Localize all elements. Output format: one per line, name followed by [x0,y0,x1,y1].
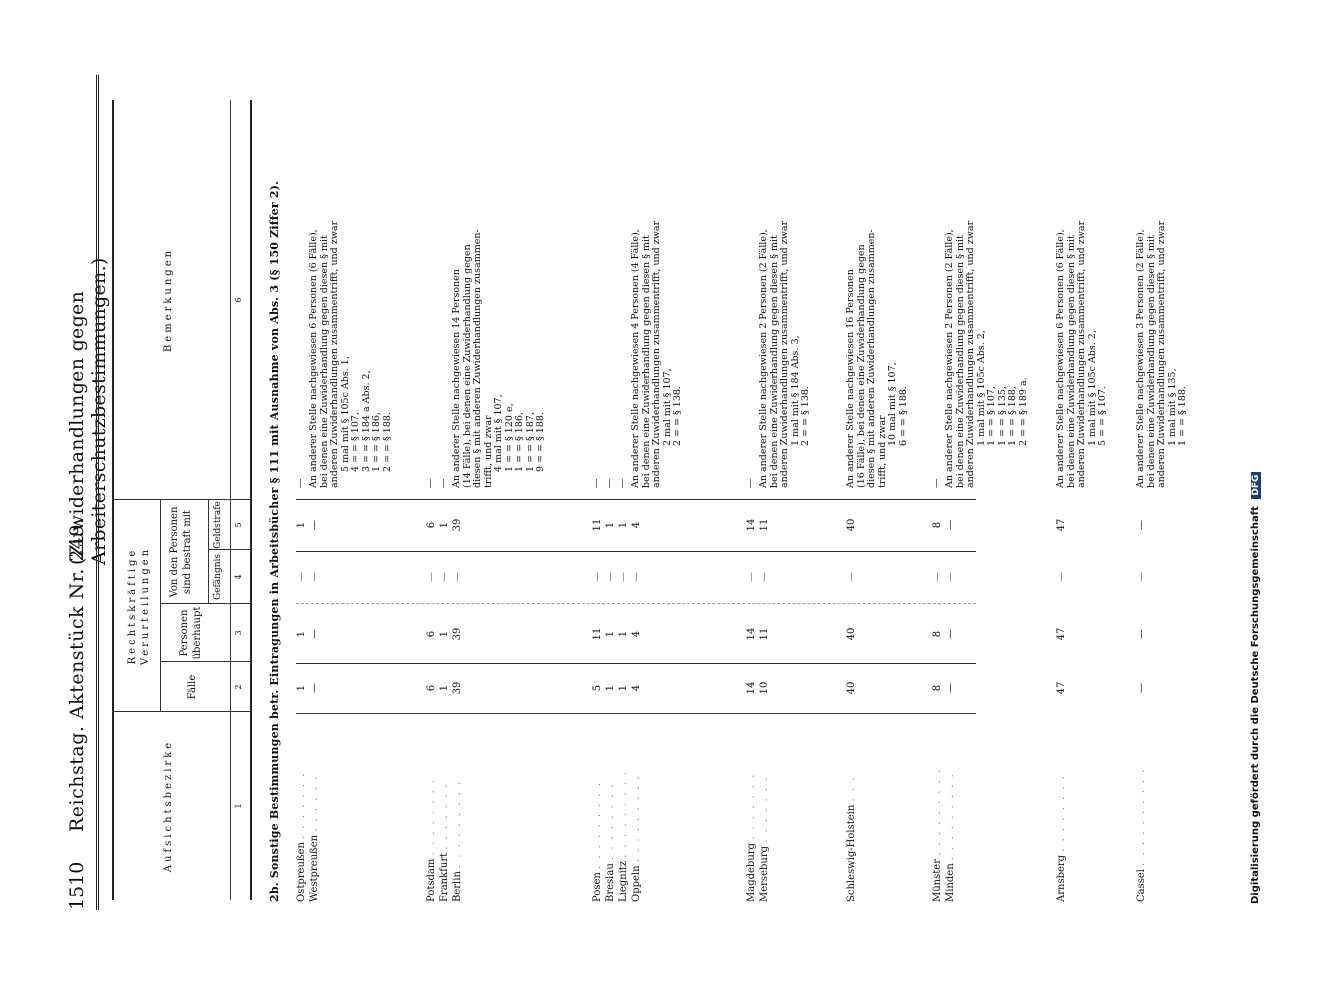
district-name: Münster . . . . . . . . . [932,767,943,902]
cell-remarks [846,98,909,488]
remark-line: 1 mal mit § 105c Abs. 2, [975,330,987,446]
cell-personen: 11 [592,627,603,641]
district-name: Cassel . . . . . . . . . . [1136,767,1147,902]
district-name: Breslau . . . . . . . . [605,782,616,902]
remark-line: 1 = = § 188, [1007,386,1018,446]
cell-faelle: 14 [746,681,757,695]
remark-line: 4 mal mit § 107, [493,394,504,472]
remark-line: An anderer Stelle nachgewiesen 4 Personen (4 Fälle), [630,229,641,488]
remark-line: 5 = = § 107. [1097,386,1108,446]
cell-geldstrafe: 1 [605,521,616,529]
remark-line: anderen Zuwiderhandlungen zusammentrifft, und zwar [1076,220,1087,488]
district-name: Posen . . . . . . . . . [592,780,603,902]
cell-faelle: 1 [439,684,450,692]
cell-personen: 4 [631,630,642,638]
cell-personen: 8 [932,630,943,638]
cell-remarks [631,98,684,488]
remark-line: — [931,478,942,488]
remark-line: An anderer Stelle nachgewiesen 6 Personen (6 Fälle), [308,229,319,488]
cell-personen: 6 [426,630,437,638]
cell-personen: — [1136,629,1147,639]
cell-gefaengnis: — [746,572,757,582]
table-top-rule [112,100,114,900]
district-name: Magdeburg . . . . . . . [746,772,757,902]
district-name: Westpreußen . . . . . . [309,774,320,902]
remark-line: — [745,478,756,488]
remark-line: anderen Zuwiderhandlungen zusammentrifft, und zwar [779,220,790,488]
district-name: Arnsberg . . . . . . . . [1056,774,1067,902]
remark-line: 1 mal mit § 184 Abs. 3, [789,335,801,446]
remark-line: An anderer Stelle nachgewiesen 2 Personen (2 Fälle), [944,229,955,488]
remark-line: — [438,478,449,488]
remark-line: bei denen eine Zuwiderhandlung gegen diesen § mit [954,235,966,488]
table-header [112,100,252,900]
remark-line: bei denen eine Zuwiderhandlung gegen diesen § mit [640,235,652,488]
cell-gefaengnis: — [945,572,956,582]
cell-remarks [618,98,629,488]
cell-gefaengnis: — [846,572,857,582]
cell-gefaengnis: — [932,572,943,582]
cell-geldstrafe: 11 [759,518,770,532]
col-header-aufsichtsbezirke: Aufsichtsbezirke [163,739,174,873]
cell-gefaengnis: — [631,572,642,582]
district-name: Merseburg . . . . . . . [759,775,770,902]
remark-line: anderen Zuwiderhandlungen zusammentrifft, und zwar [329,220,340,488]
section-title: 2b. Sonstige Bestimmungen betr. Eintragungen in Arbeitsbücher § 111 mit Ausnahme von Abs. 3 (§ 150 Ziffer 2). [268,180,281,902]
cell-gefaengnis: — [592,572,603,582]
header-rule [96,75,99,910]
remark-line: 1 = = § 186, [371,412,382,472]
cell-geldstrafe: 6 [426,521,437,529]
cell-personen: 1 [439,630,450,638]
cell-gefaengnis: — [309,572,320,582]
cell-personen: — [309,629,320,639]
col-number: 6 [234,297,243,303]
cell-gefaengnis: — [759,572,770,582]
remark-line: 1 mal mit § 135, [1166,368,1178,446]
col-number: 4 [234,574,243,580]
remark-line: 1 = = § 120 e, [503,403,515,472]
page-number: 1510 [66,861,88,910]
col-header-bemerkungen: Bemerkungen [163,247,174,353]
cell-faelle: 40 [846,681,857,695]
col-header-geldstrafe: Geldstrafe [213,501,223,549]
district-name: Frankfurt . . . . . . . [439,782,450,902]
cell-remarks [452,98,547,488]
document-subtitle: (Zuwiderhandlungen gegen Arbeiterschutzbestimmungen.) [66,257,110,565]
remark-line: 6 = = § 188. [897,386,909,446]
cell-remarks [1056,98,1109,488]
remark-line: bei denen eine Zuwiderhandlung gegen diesen § mit [318,235,330,488]
group-rule [160,500,161,712]
remark-line: — [617,478,628,488]
remark-line: 2 = = § 138. [800,386,811,446]
cell-geldstrafe: — [945,520,956,530]
col-header-gefaengnis: Gefängnis [213,553,223,601]
cell-geldstrafe: 8 [932,521,943,529]
cell-remarks [426,98,437,488]
page-header [62,60,110,910]
cell-personen: 47 [1056,627,1067,641]
cell-personen: 1 [605,630,616,638]
subgroup-rule [208,500,209,604]
cell-remarks [759,98,812,488]
cell-remarks [605,98,616,488]
cell-geldstrafe: 39 [452,518,463,532]
cell-geldstrafe: 4 [631,521,642,529]
cell-personen: 1 [296,630,307,638]
cell-geldstrafe: 11 [592,518,603,532]
cell-remarks [746,98,757,488]
cell-personen: 1 [618,630,629,638]
remark-line: (16 Fälle), bei denen eine Zuwiderhandlung gegen [855,244,867,488]
cell-faelle: 4 [631,684,642,692]
cell-personen: 39 [452,627,463,641]
district-name: Minden . . . . . . . . . [945,772,956,902]
remark-line: trifft, und zwar [482,415,494,488]
remark-line: — [295,478,306,488]
col-header-personen: Personen überhaupt [179,606,203,660]
header-base-rule [230,100,231,900]
cell-remarks [945,98,1029,488]
cell-geldstrafe: 1 [296,521,307,529]
cell-personen: 40 [846,627,857,641]
col-header-group: Rechtskräftige Verurteilungen [127,546,151,666]
remark-line: An anderer Stelle nachgewiesen 14 Personen [451,269,462,488]
remark-line: 2 mal mit § 107, [661,368,673,446]
remark-line: 4 = = § 107, [350,412,361,472]
cell-faelle: 5 [592,684,603,692]
cell-gefaengnis: — [426,572,437,582]
document-title: Reichstag. Aktenstück Nr. 249. [66,517,88,832]
remark-line: trifft, und zwar [876,415,888,488]
remark-line: bei denen eine Zuwiderhandlung gegen diesen § mit [1145,235,1157,488]
remark-line: 10 mal mit § 107, [887,362,898,446]
cell-faelle: 10 [759,681,770,695]
remark-line: 9 = = § 188. [535,412,546,472]
cell-gefaengnis: — [605,572,616,582]
cell-personen: — [945,629,956,639]
cell-geldstrafe: — [1136,520,1147,530]
cell-gefaengnis: — [1136,572,1147,582]
remark-line: — [604,478,615,488]
cell-faelle: — [1136,683,1147,693]
remark-line: diesen § mit anderen Zuwiderhandlungen zusammen- [472,229,483,488]
cell-remarks [1136,98,1189,488]
digitization-note [1250,4,1261,904]
remark-line: 5 mal mit § 105c Abs. 1, [339,356,351,472]
remark-line: 1 mal mit § 105c Abs. 2, [1086,330,1098,446]
remark-line: 2 = = § 189 a. [1017,377,1029,446]
remark-line: bei denen eine Zuwiderhandlung gegen diesen § mit [1065,235,1077,488]
cell-geldstrafe: 1 [439,521,450,529]
body-col-divider [296,713,976,714]
cell-faelle: 1 [296,684,307,692]
remark-line: An anderer Stelle nachgewiesen 2 Personen (2 Fälle), [758,229,769,488]
district-name: Potsdam . . . . . . . . [426,777,437,902]
cell-gefaengnis: — [452,572,463,582]
remark-line: anderen Zuwiderhandlungen zusammentrifft, und zwar [965,220,976,488]
cell-remarks [592,98,603,488]
dfg-logo: DFG [1251,472,1261,499]
cell-geldstrafe: 40 [846,518,857,532]
cell-remarks [932,98,943,488]
cell-faelle: 6 [426,684,437,692]
cell-personen: 11 [759,627,770,641]
remark-line: An anderer Stelle nachgewiesen 3 Personen (2 Fälle), [1135,229,1146,488]
col-number: 3 [234,630,243,636]
col-number: 5 [234,522,243,528]
cell-remarks [296,98,307,488]
remark-line: 1 = = § 187, [524,412,536,472]
cell-remarks [439,98,450,488]
col-header-faelle: Fälle [187,674,198,700]
remark-line: 1 = = § 186, [514,412,525,472]
cell-gefaengnis: — [439,572,450,582]
cell-gefaengnis: — [296,572,307,582]
cell-faelle: 1 [618,684,629,692]
remark-line: 1 = = § 188. [1177,386,1188,446]
remark-line: — [591,478,602,488]
cell-faelle: 47 [1056,681,1067,695]
district-name: Ostpreußen . . . . . . . [296,771,307,902]
cell-faelle: 39 [452,681,463,695]
remark-line: 1 = = § 107, [986,386,997,446]
cell-gefaengnis: — [1056,572,1067,582]
district-name: Schleswig-Holstein . . . [846,775,857,902]
remark-line: 3 = = § 184 a Abs. 2, [360,370,372,472]
cell-faelle: 1 [605,684,616,692]
remark-line: anderen Zuwiderhandlungen zusammentrifft, und zwar [1156,220,1167,488]
district-name: Berlin . . . . . . . . . [452,779,463,902]
cell-geldstrafe: 47 [1056,518,1067,532]
digitization-text: Digitalisierung gefördert durch die Deutsche Forschungsgemeinschaft [1250,506,1261,904]
remark-line: 2 = = § 188. [381,412,393,472]
cell-faelle: — [309,683,320,693]
cell-gefaengnis: — [618,572,629,582]
col-number: 1 [234,803,243,809]
cell-faelle: 8 [932,684,943,692]
header-bottom-rule [250,100,252,900]
remark-line: An anderer Stelle nachgewiesen 16 Personen [845,269,856,488]
remark-line: 2 = = § 138. [672,386,683,446]
district-name: Oppeln . . . . . . . . . [631,774,642,902]
district-name: Liegnitz . . . . . . . . . [618,769,629,902]
remark-line: — [425,478,436,488]
remark-line: anderen Zuwiderhandlungen zusammentrifft, und zwar [651,220,662,488]
remark-line: 1 = = § 135, [996,386,1008,446]
cell-geldstrafe: 1 [618,521,629,529]
body-col-divider [296,499,976,500]
remark-line: (14 Fälle), bei denen eine Zuwiderhandlung gegen [461,244,473,488]
remark-line: diesen § mit anderen Zuwiderhandlungen zusammen- [866,229,877,488]
cell-geldstrafe: — [309,520,320,530]
col-header-bestraft: Von den Personen sind bestraft mit [169,506,193,598]
remark-line: bei denen eine Zuwiderhandlung gegen diesen § mit [768,235,780,488]
cell-geldstrafe: 14 [746,518,757,532]
cell-remarks [309,98,393,488]
remark-line: An anderer Stelle nachgewiesen 6 Personen (6 Fälle), [1055,229,1066,488]
cell-faelle: — [945,683,956,693]
cell-personen: 14 [746,627,757,641]
col-number: 2 [234,684,243,690]
